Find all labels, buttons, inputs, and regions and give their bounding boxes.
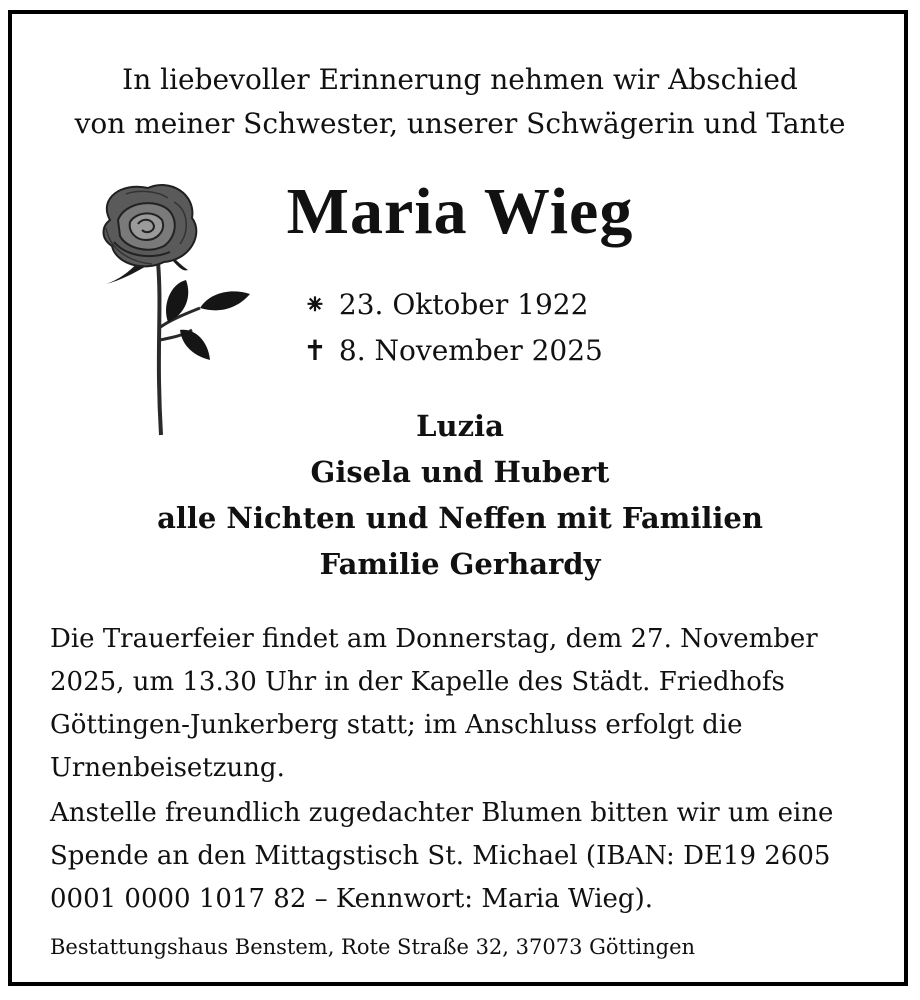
birth-date: 23. Oktober 1922 bbox=[338, 288, 589, 321]
intro-text bbox=[0, 58, 920, 146]
intro-line-1: In liebevoller Erinnerung nehmen wir Abschied bbox=[122, 63, 798, 96]
funeral-home-footer: Bestattungshaus Benstem, Rote Straße 32, 37073 Göttingen bbox=[50, 935, 696, 959]
death-cross-icon: ✝ bbox=[303, 334, 327, 367]
death-date-row bbox=[300, 328, 640, 374]
mourner-line: alle Nichten und Neffen mit Familien bbox=[157, 501, 763, 535]
donation-paragraph: Anstelle freundlich zugedachter Blumen bitten wir um eine Spende an den Mittagstisch St. Michael (IBAN: DE19 2605 0001 0000 1017 82 – Kennwort: Maria Wieg). bbox=[50, 798, 834, 914]
mourner-line: Gisela und Hubert bbox=[310, 455, 610, 489]
service-paragraph: Die Trauerfeier findet am Donnerstag, dem 27. November 2025, um 13.30 Uhr in der Kapelle des Städt. Friedhofs Göttingen-Junkerberg statt; im Anschluss erfolgt die Urnenbeisetzung. bbox=[50, 624, 818, 783]
intro-line-2: von meiner Schwester, unserer Schwägerin und Tante bbox=[74, 107, 846, 140]
life-dates bbox=[300, 282, 640, 374]
mourner-line: Luzia bbox=[416, 409, 504, 443]
birth-date-row bbox=[300, 282, 640, 328]
birth-star-icon: ⁕ bbox=[303, 288, 327, 321]
deceased-name: Maria Wieg bbox=[286, 175, 634, 248]
death-date: 8. November 2025 bbox=[338, 334, 603, 367]
mourner-line: Familie Gerhardy bbox=[319, 547, 601, 581]
mourners-list bbox=[0, 403, 920, 587]
